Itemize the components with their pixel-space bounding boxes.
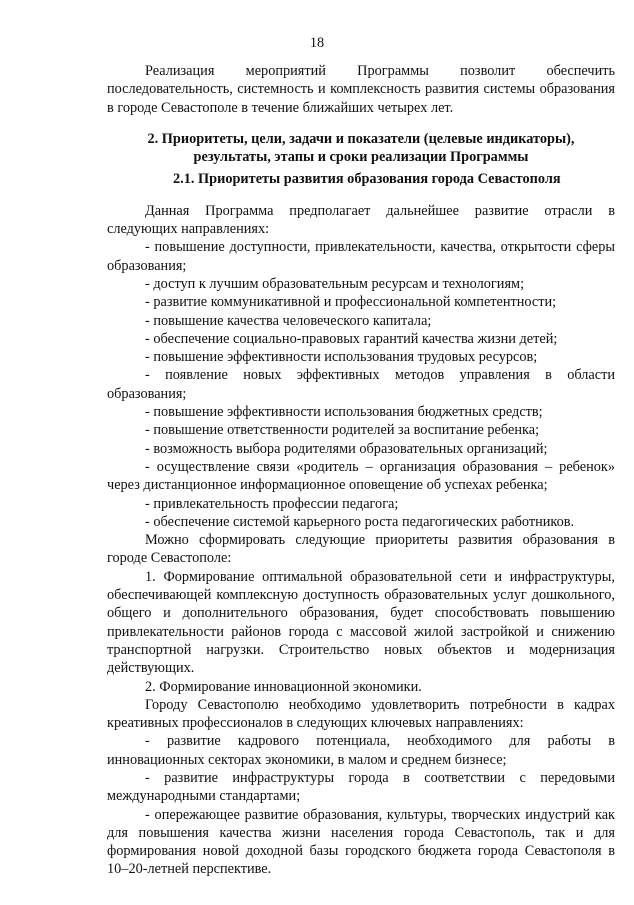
direction-item: - привлекательность профессии педагога; (145, 495, 399, 512)
direction-item: - обеспечение системой карьерного роста педагогических работников. (145, 513, 575, 530)
direction-item: - повышение эффективности использования трудовых ресурсов; (145, 349, 538, 366)
direction-item: - возможность выбора родителями образовательных организаций; (145, 440, 548, 457)
direction-item: - повышение ответственности родителей за воспитание ребенка; (145, 422, 540, 439)
direction-item: - повышение доступности, привлекательности, качества, открытости сферы образования; (107, 239, 615, 274)
priority-2-text: Городу Севастополю необходимо удовлетворить потребности в кадрах креативных профессионалов в следующих ключевых направлениях: (107, 696, 615, 732)
direction-item: - повышение эффективности использования бюджетных средств; (145, 404, 543, 421)
priorities-intro: Можно сформировать следующие приоритеты развития образования в городе Севастополе: (107, 532, 615, 567)
direction-item: - осуществление связи «родитель – организация образования – ребенок» через дистанционное информационное оповещение об успехах ребенка; (107, 458, 615, 494)
direction-item: - развитие коммуникативной и профессиональной компетентности; (145, 294, 557, 311)
priority-2-heading: 2. Формирование инновационной экономики. (145, 678, 422, 695)
section-heading-line-1: 2. Приоритеты, цели, задачи и показатели (целевые индикаторы), (147, 130, 575, 147)
directions-intro: Данная Программа предполагает дальнейшее развитие отрасли в следующих направлениях: (107, 202, 615, 238)
priority-2-item: - опережающее развитие образования, культуры, творческих индустрий как для повышения качества жизни населения города Севастополь, так и для формирования новой доходной базы городского бюджета города Севастополя в 10–20-летней перспективе. (107, 806, 615, 878)
direction-item: - повышение качества человеческого капитала; (145, 312, 432, 329)
priority-2-item: - развитие инфраструктуры города в соответствии с передовыми международными стандартами; (107, 769, 615, 805)
section-heading-line-2: результаты, этапы и сроки реализации Программы (193, 149, 529, 166)
priority-2-item: - развитие кадрового потенциала, необходимого для работы в инновационных секторах экономики, в малом и среднем бизнесе; (107, 733, 615, 768)
direction-item: - обеспечение социально-правовых гарантий качества жизни детей; (145, 330, 558, 347)
page-body (107, 62, 615, 879)
direction-item: - доступ к лучшим образовательным ресурсам и технологиям; (145, 275, 525, 292)
direction-item: - появление новых эффективных методов управления в области образования; (107, 367, 615, 402)
page-number: 18 (309, 35, 325, 51)
subsection-heading: 2.1. Приоритеты развития образования города Севастополя (173, 171, 561, 188)
intro-paragraph: Реализация мероприятий Программы позволит обеспечить последовательность, системность и комплексность развития системы образования в городе Севастополе в течение ближайших четырех лет. (107, 63, 615, 116)
priority-1: 1. Формирование оптимальной образовательной сети и инфраструктуры, обеспечивающей комплексную доступность образовательных услуг дошкольного, общего и дополнительного образования, будет способствовать повышению привлекательности районов города с массовой жилой застройкой и снижению транспортной нагрузки. Строительство новых объектов и модернизация действующих. (107, 568, 615, 677)
